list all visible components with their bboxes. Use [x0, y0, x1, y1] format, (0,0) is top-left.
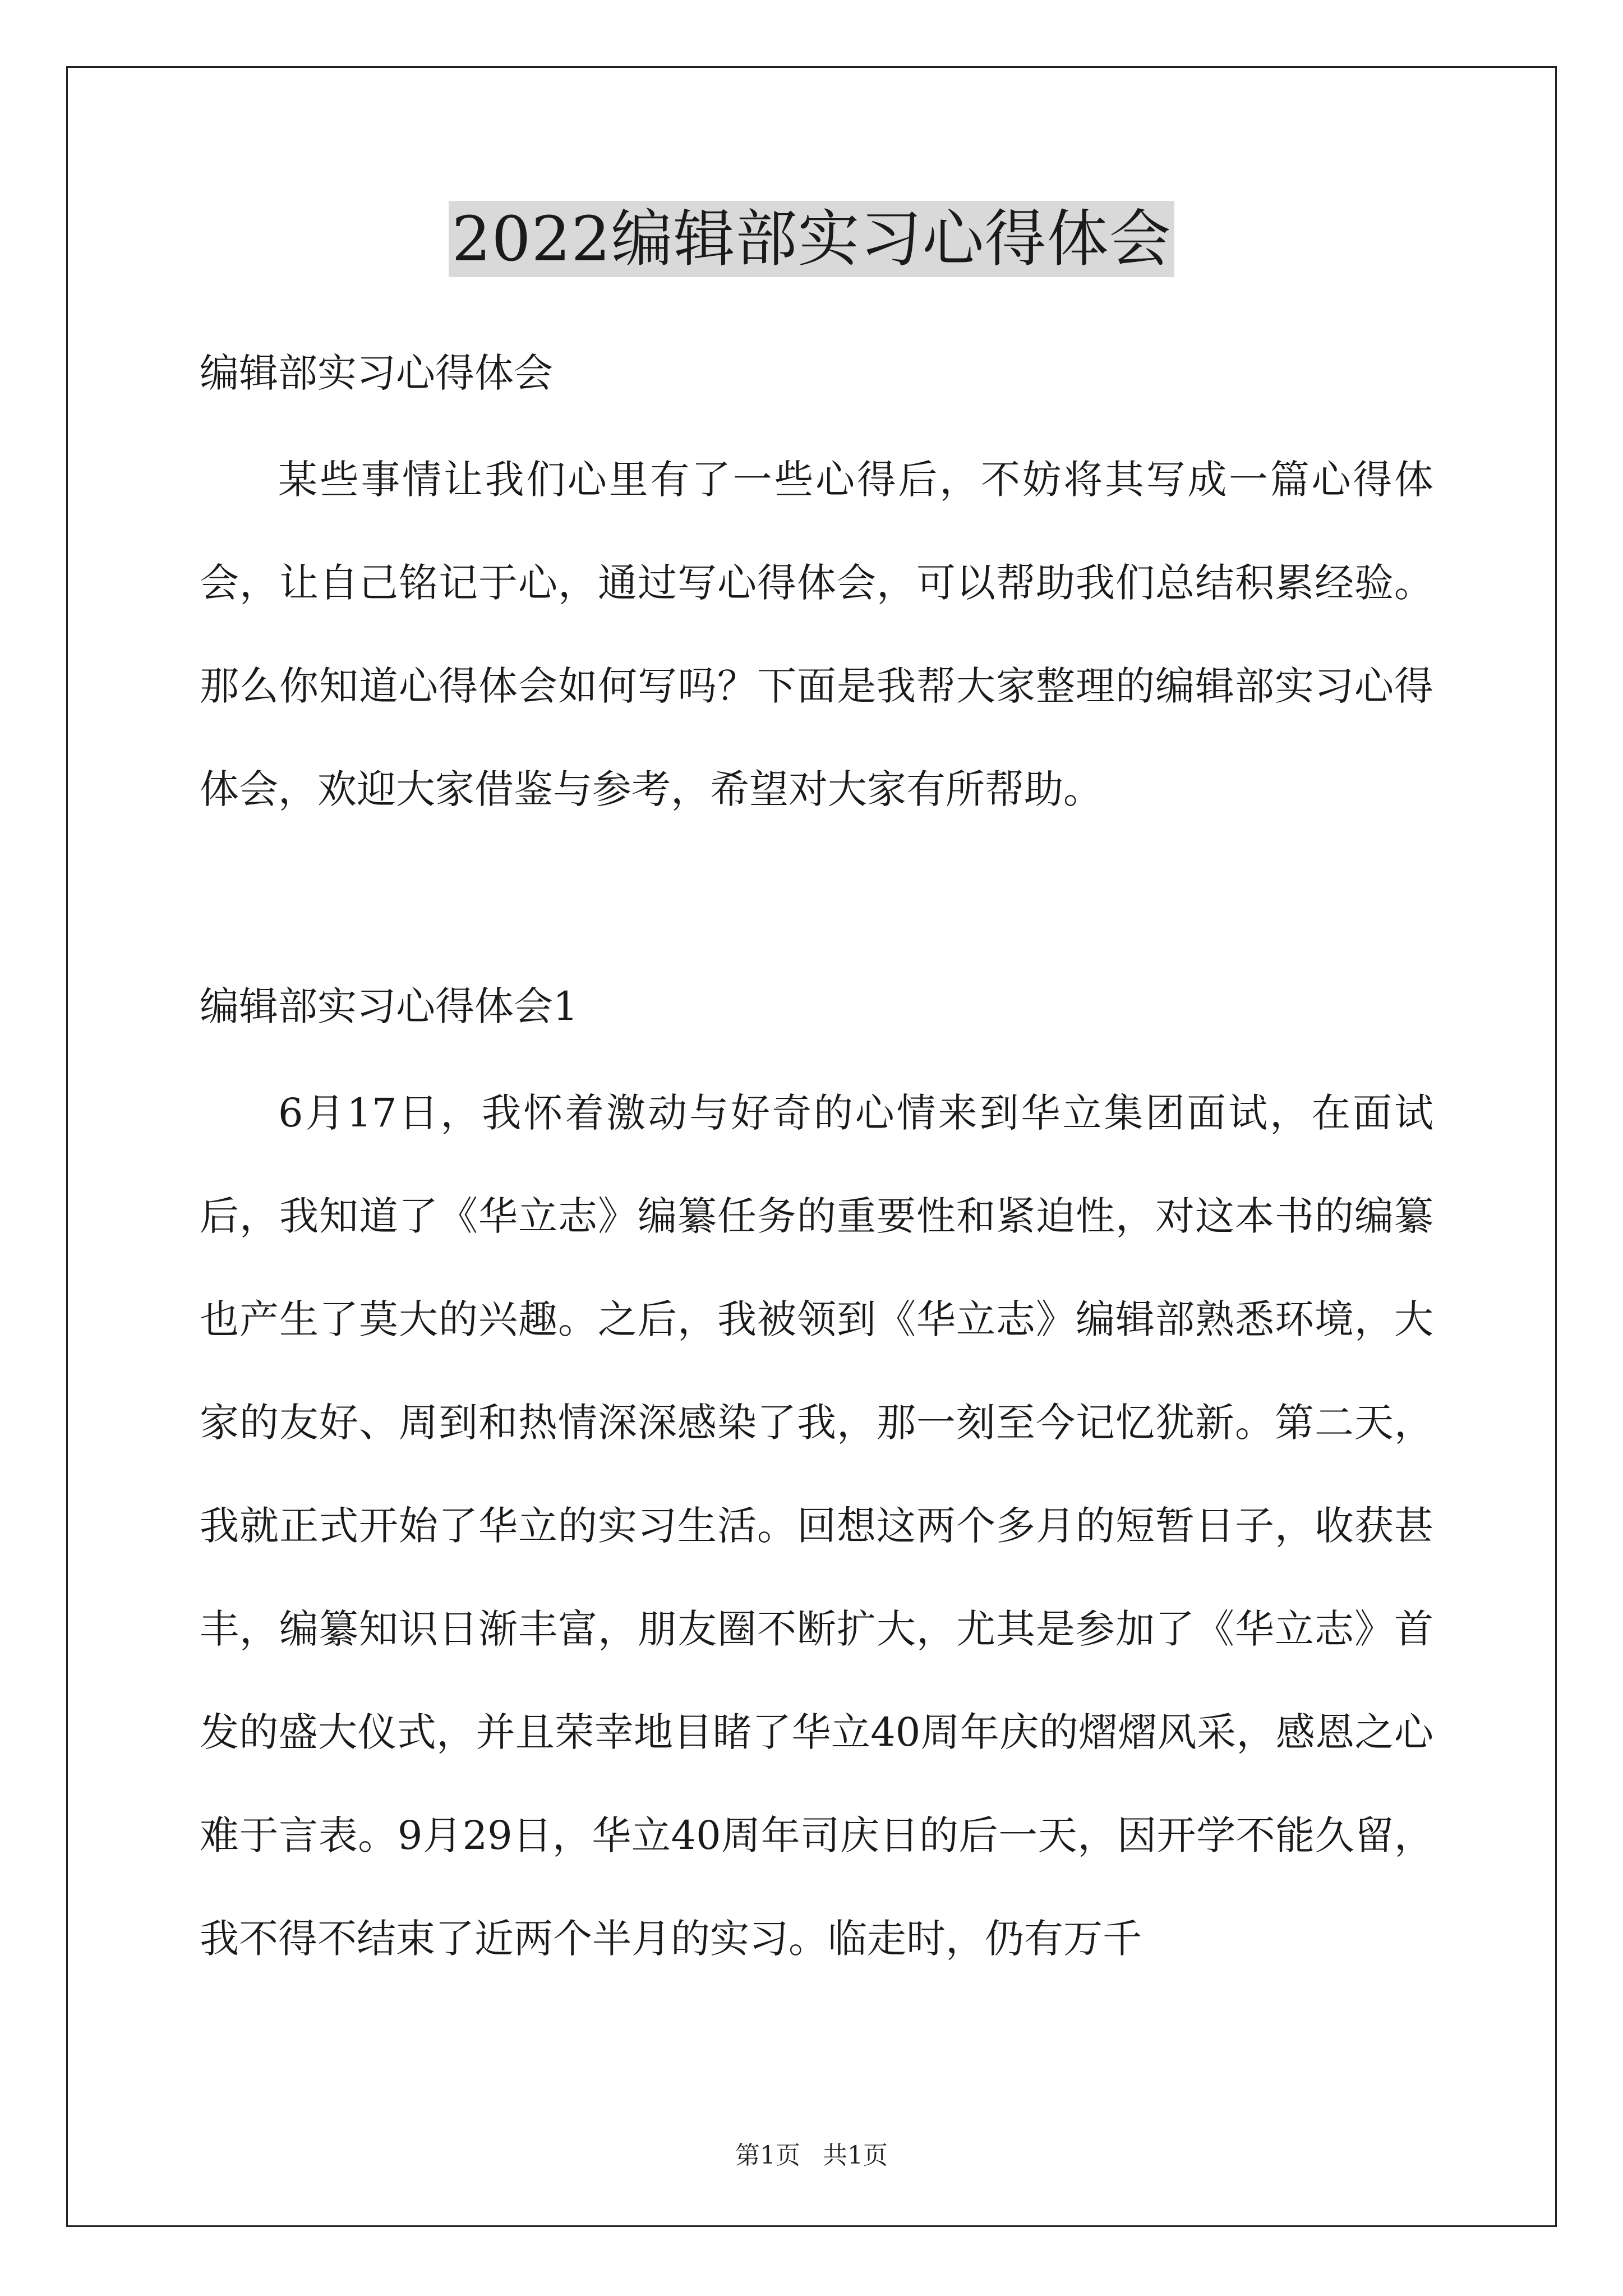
- document-body: [200, 348, 1433, 1990]
- document-title: 2022编辑部实习心得体会: [449, 201, 1175, 277]
- title-container: [0, 201, 1623, 277]
- section-1-paragraph: 6月17日，我怀着激动与好奇的心情来到华立集团面试，在面试后，我知道了《华立志》编纂任务的重要性和紧迫性，对这本书的编纂也产生了莫大的兴趣。之后，我被领到《华立志》编辑部熟悉环境，大家的友好、周到和热情深深感染了我，那一刻至今记忆犹新。第二天，我就正式开始了华立的实习生活。回想这两个多月的短暂日子，收获甚丰，编纂知识日渐丰富，朋友圈不断扩大，尤其是参加了《华立志》首发的盛大仪式，并且荣幸地目睹了华立40周年庆的熠熠风采，感恩之心难于言表。9月29日，华立40周年司庆日的后一天，因开学不能久留，我不得不结束了近两个半月的实习。临走时，仍有万千: [200, 1090, 1433, 1962]
- intro-paragraph: 某些事情让我们心里有了一些心得后，不妨将其写成一篇心得体会，让自己铭记于心，通过写心得体会，可以帮助我们总结积累经验。那么你知道心得体会如何写吗？下面是我帮大家整理的编辑部实习心得体会，欢迎大家借鉴与参考，希望对大家有所帮助。: [200, 457, 1433, 812]
- page-footer: [0, 2140, 1623, 2171]
- section-heading-intro: 编辑部实习心得体会: [200, 350, 553, 396]
- page-total: 共1页: [823, 2141, 888, 2170]
- section-heading-1: 编辑部实习心得体会1: [200, 983, 578, 1029]
- page-number: 第1页: [735, 2141, 800, 2170]
